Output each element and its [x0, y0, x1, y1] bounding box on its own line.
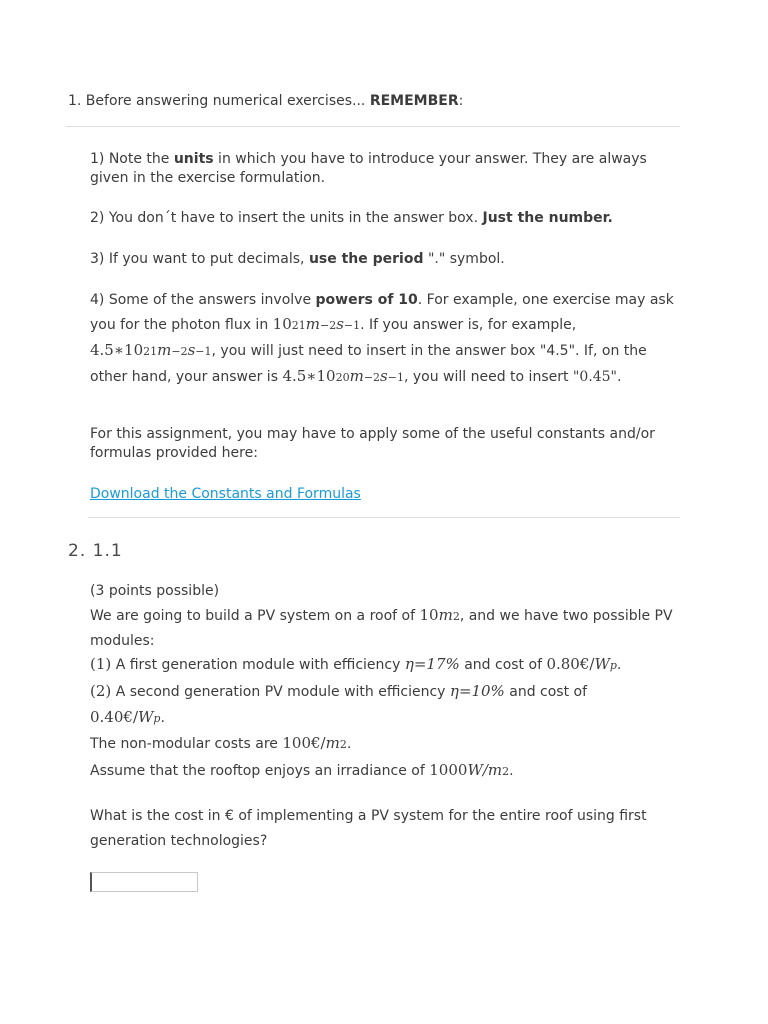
rule-1-text: 1) Note the units in which you have to introduce your answer. They are always given in the exercise formulation.: [90, 151, 647, 186]
rule-2-text: 2) You don´t have to insert the units in the answer box. Just the number.: [90, 210, 613, 226]
irradiance: Assume that the rooftop enjoys an irradiance of 1000W/m2.: [90, 761, 514, 779]
problem-intro: We are going to build a PV system on a roof of 10m2, and we have two possible PV modules:: [90, 606, 673, 649]
math-roof-area: 10m2: [419, 606, 460, 624]
assignment-text: For this assignment, you may have to apply some of the useful constants and/or formulas provided here:: [90, 426, 655, 461]
math-example-1: 4.5∗1021m−2s−1: [90, 341, 212, 359]
option-2: (2) A second generation PV module with efficiency η=10% and cost of 0.40€/Wp.: [90, 682, 588, 726]
non-modular-costs: The non-modular costs are 100€/m2.: [90, 734, 352, 752]
math-example-2: 4.5∗1020m−2s−1: [282, 367, 404, 385]
download-link-container: [90, 485, 675, 504]
problem-title: 2. 1.1: [68, 541, 123, 561]
question-text: What is the cost in € of implementing a PV system for the entire roof using first generation technologies?: [90, 808, 647, 849]
divider-bottom: [88, 517, 680, 518]
math-irradiance: 1000W/m2: [429, 761, 510, 779]
math-photon-flux-unit: 1021m−2s−1: [272, 315, 361, 333]
rule-4-text: 4) Some of the answers involve powers of 10. For example, one exercise may ask you for the photon flux in 1021m−2s−1. If you answer is, for example, 4.5∗1021m−2s−1, you will just need to insert in the answer box "4.5". If, on the other hand, your answer is 4.5∗1020m−2s−1, you will need to insert "0.45".: [90, 292, 674, 385]
math-cost-2: 0.40€/Wp: [90, 708, 161, 726]
download-constants-link[interactable]: Download the Constants and Formulas: [90, 486, 361, 502]
math-cost-1: 0.80€/Wp: [546, 655, 617, 673]
divider-top: [66, 126, 680, 127]
answer-input[interactable]: [90, 872, 198, 892]
rule-3-text: 3) If you want to put decimals, use the period "." symbol.: [90, 251, 505, 267]
section-1-heading: 1. Before answering numerical exercises... REMEMBER:: [68, 93, 464, 109]
math-nonmodular: 100€/m2: [282, 734, 347, 752]
option-1: (1) A first generation module with efficiency η=17% and cost of 0.80€/Wp.: [90, 655, 622, 673]
points-possible: (3 points possible): [90, 583, 220, 599]
